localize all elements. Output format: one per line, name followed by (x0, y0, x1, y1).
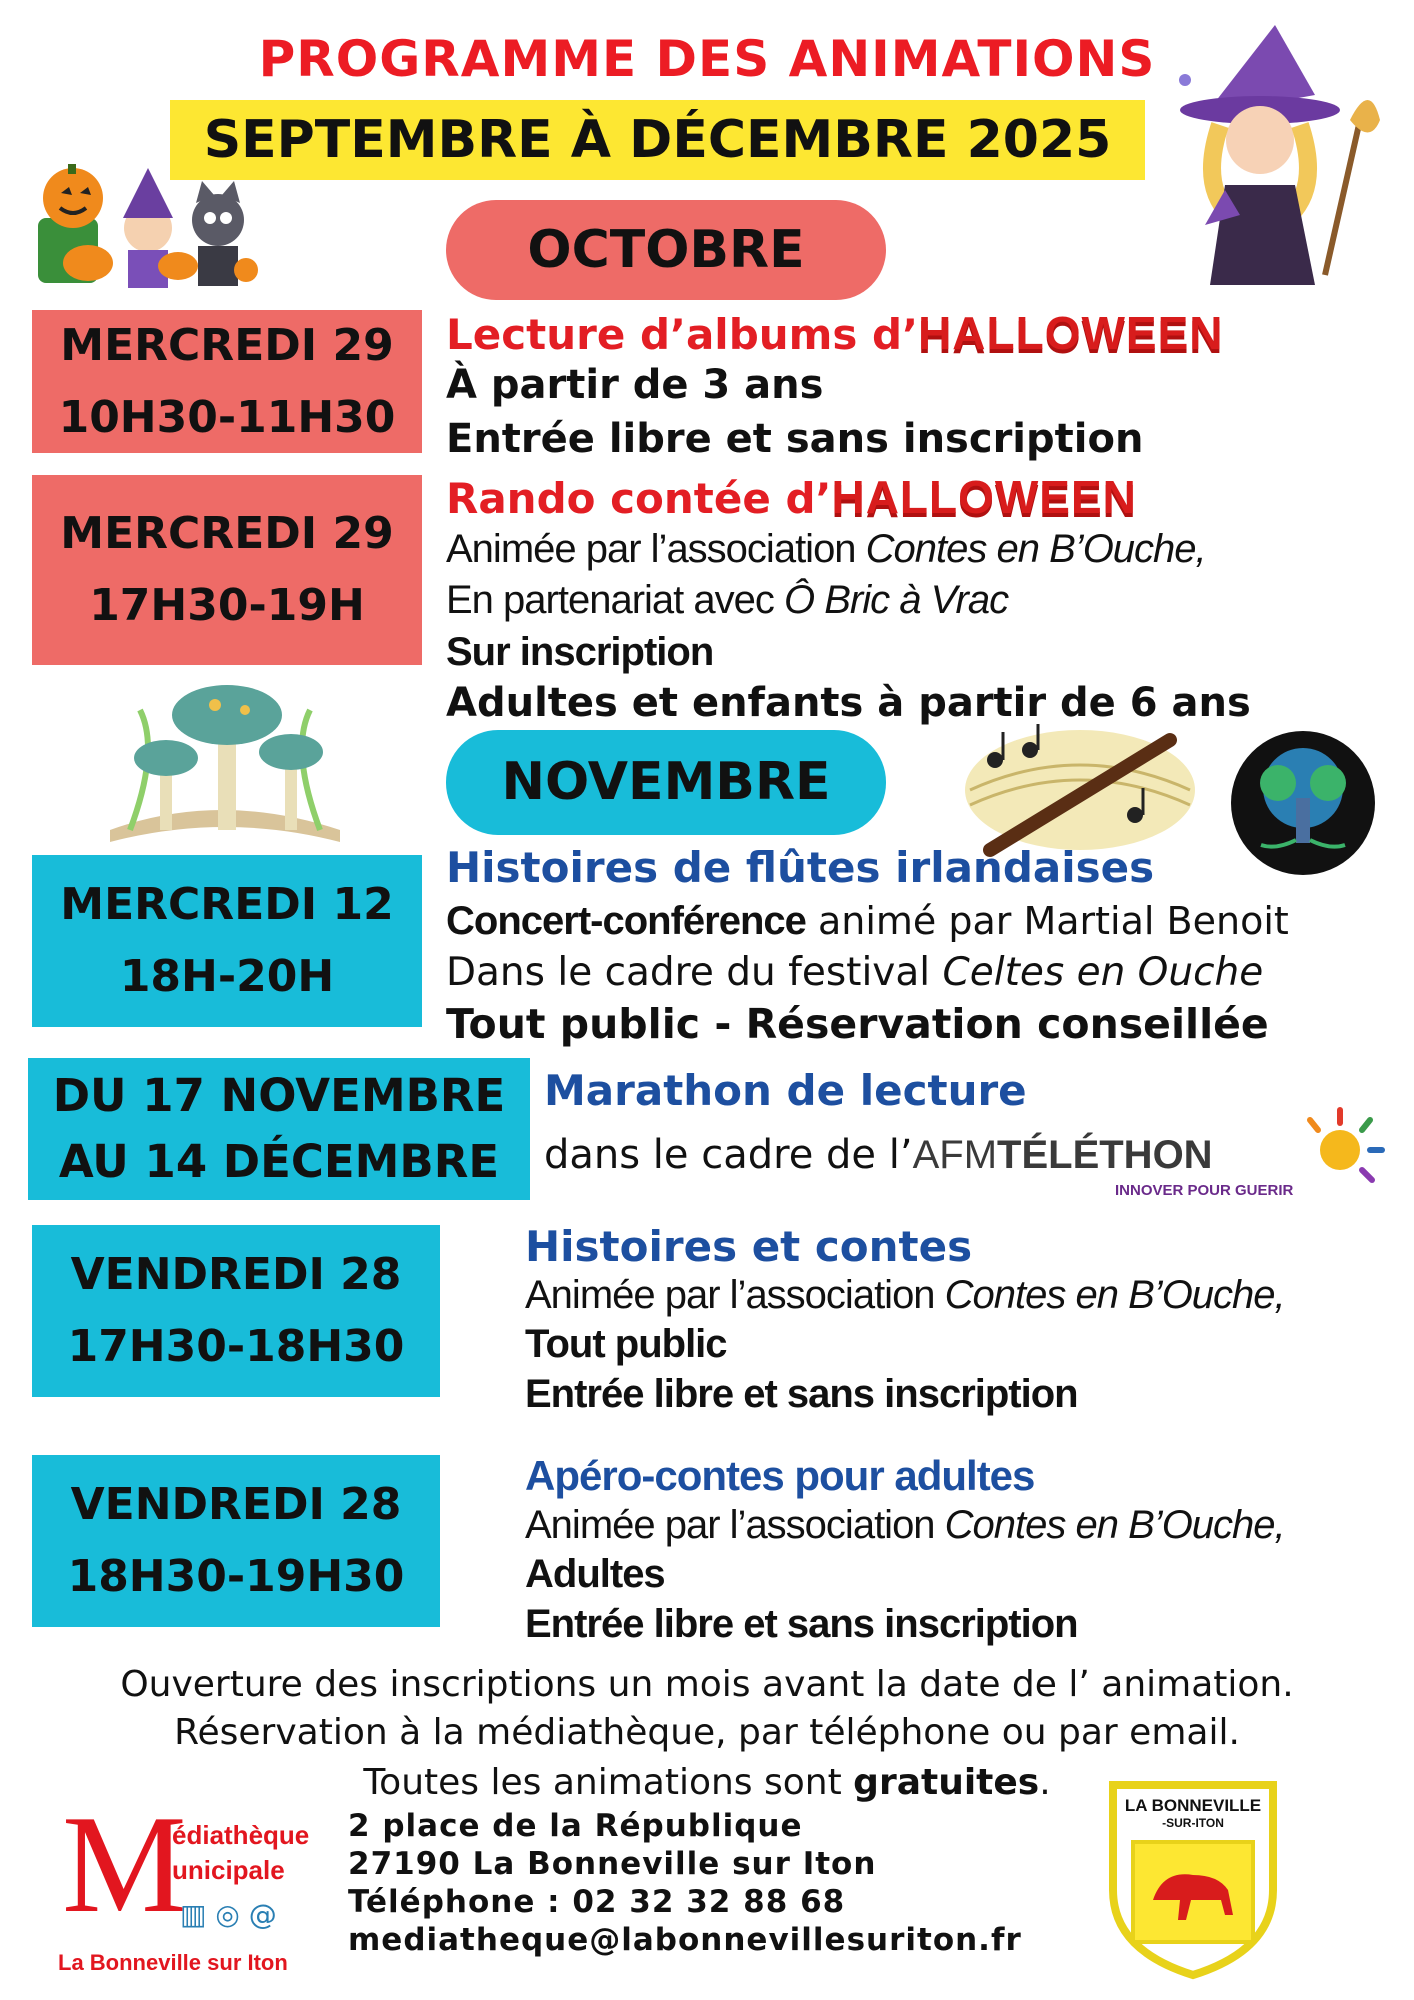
footer-line: Réservation à la médiathèque, par téléphone ou par email. (174, 1712, 1240, 1753)
books-cd-at-icon: ▥ ◎ @ (180, 1898, 277, 1931)
event-date-box (32, 310, 422, 453)
partner-name: Ô Bric à Vrac (784, 578, 1009, 622)
logo-line: édiathèque (172, 1820, 310, 1850)
afm-label: AFM (912, 1133, 998, 1177)
association-name: Contes en B’Ouche, (944, 1273, 1285, 1317)
association-name: Contes en B’Ouche, (944, 1503, 1285, 1547)
event-line-text: Animée par l’association (525, 1273, 945, 1317)
event-day: MERCREDI 12 (60, 879, 394, 930)
logo-line: unicipale (172, 1855, 285, 1885)
event-line: Sur inscription (446, 630, 714, 674)
event-line-text: Animée par l’association (525, 1503, 945, 1547)
event-line (446, 527, 1206, 572)
event-title (446, 306, 1224, 360)
page-subtitle: SEPTEMBRE À DÉCEMBRE 2025 (170, 100, 1145, 180)
witch-icon (1165, 25, 1395, 285)
event-line (446, 950, 1263, 995)
event-day: MERCREDI 29 (60, 508, 394, 559)
kids-costume-icon (28, 158, 258, 288)
page-title: PROGRAMME DES ANIMATIONS (258, 30, 1156, 88)
event-line-text: animé par Martial Benoit (805, 899, 1289, 943)
event-line: À partir de 3 ans (446, 362, 824, 408)
telethon-label: TÉLÉTHON (997, 1133, 1213, 1177)
event-line: Adultes (525, 1552, 665, 1596)
flute-icon (960, 720, 1200, 860)
event-time: 17H30-19H (89, 580, 365, 631)
event-title: Histoires et contes (525, 1222, 973, 1271)
halloween-label: HALLOWEEN (918, 307, 1224, 359)
event-line-text: Dans le cadre du festival (446, 950, 943, 995)
event-line: Entrée libre et sans inscription (446, 416, 1144, 462)
event-date-box (28, 1058, 530, 1200)
event-title: Apéro-contes pour adultes (525, 1452, 1035, 1499)
event-title (446, 470, 1137, 524)
event-line: Tout public - Réservation conseillée (446, 1000, 1269, 1048)
telethon-sun-icon (1300, 1105, 1390, 1195)
event-day: VENDREDI 28 (70, 1479, 402, 1530)
event-title-text: Lecture d’albums d’ (446, 310, 919, 359)
afm-telethon-logo (913, 1133, 1213, 1177)
address-line: 2 place de la République (348, 1808, 803, 1844)
footer-text: Toutes les animations sont (363, 1762, 854, 1803)
event-day: MERCREDI 29 (60, 319, 394, 371)
telethon-tagline: INNOVER POUR GUERIR (1115, 1182, 1294, 1199)
event-time: 17H30-18H30 (67, 1321, 405, 1372)
crest-subtitle: -SUR-ITON (1162, 1816, 1224, 1830)
event-time: 10H30-11H30 (58, 391, 396, 443)
event-line: Tout public (525, 1322, 727, 1366)
event-line-bold: Concert-conférence (446, 899, 806, 943)
event-title-text: Rando contée d’ (446, 474, 832, 523)
event-date-box (32, 1225, 440, 1397)
event-line: Adultes et enfants à partir de 6 ans (446, 680, 1251, 726)
event-title: Histoires de flûtes irlandaises (446, 843, 1155, 892)
event-time: 18H-20H (119, 951, 335, 1002)
address-line: 27190 La Bonneville sur Iton (348, 1846, 877, 1882)
mushroom-book-icon (90, 660, 360, 850)
month-october: OCTOBRE (446, 200, 886, 300)
event-time: AU 14 DÉCEMBRE (58, 1135, 500, 1188)
event-date-box (32, 855, 422, 1027)
email-link[interactable]: mediatheque@labonnevillesuriton.fr (348, 1922, 1022, 1958)
month-november: NOVEMBRE (446, 730, 886, 835)
event-line (525, 1503, 1285, 1548)
crest-title: LA BONNEVILLE (1124, 1796, 1262, 1815)
event-title: Marathon de lecture (544, 1066, 1027, 1115)
footer-text: . (1039, 1762, 1051, 1803)
event-line-text: Animée par l’association (446, 527, 866, 571)
event-day: DU 17 NOVEMBRE (52, 1069, 506, 1122)
festival-name: Celtes en Ouche (942, 950, 1264, 995)
celtic-tree-icon (1228, 728, 1378, 878)
event-line: Entrée libre et sans inscription (525, 1602, 1078, 1646)
event-line (446, 898, 1289, 944)
logo-place: La Bonneville sur Iton (58, 1950, 288, 1975)
event-time: 18H30-19H30 (67, 1551, 405, 1602)
mediatheque-logo (40, 1787, 340, 1990)
association-name: Contes en B’Ouche, (865, 527, 1206, 571)
event-line (446, 578, 1008, 623)
event-line (544, 1132, 1213, 1178)
free-label: gratuites (853, 1762, 1040, 1803)
event-line-text: dans le cadre de l’ (544, 1132, 913, 1178)
footer-line: Ouverture des inscriptions un mois avant la date de l’ animation. (120, 1664, 1294, 1705)
event-day: VENDREDI 28 (70, 1249, 402, 1300)
event-line: Entrée libre et sans inscription (525, 1372, 1078, 1416)
event-line-text: En partenariat avec (446, 578, 784, 622)
halloween-label: HALLOWEEN (831, 471, 1137, 523)
town-crest (1108, 1780, 1278, 1980)
event-date-box (32, 1455, 440, 1627)
event-line (525, 1273, 1285, 1318)
logo-big-m: M (62, 1787, 187, 1942)
phone-line: Téléphone : 02 32 32 88 68 (348, 1884, 846, 1920)
event-date-box (32, 475, 422, 665)
